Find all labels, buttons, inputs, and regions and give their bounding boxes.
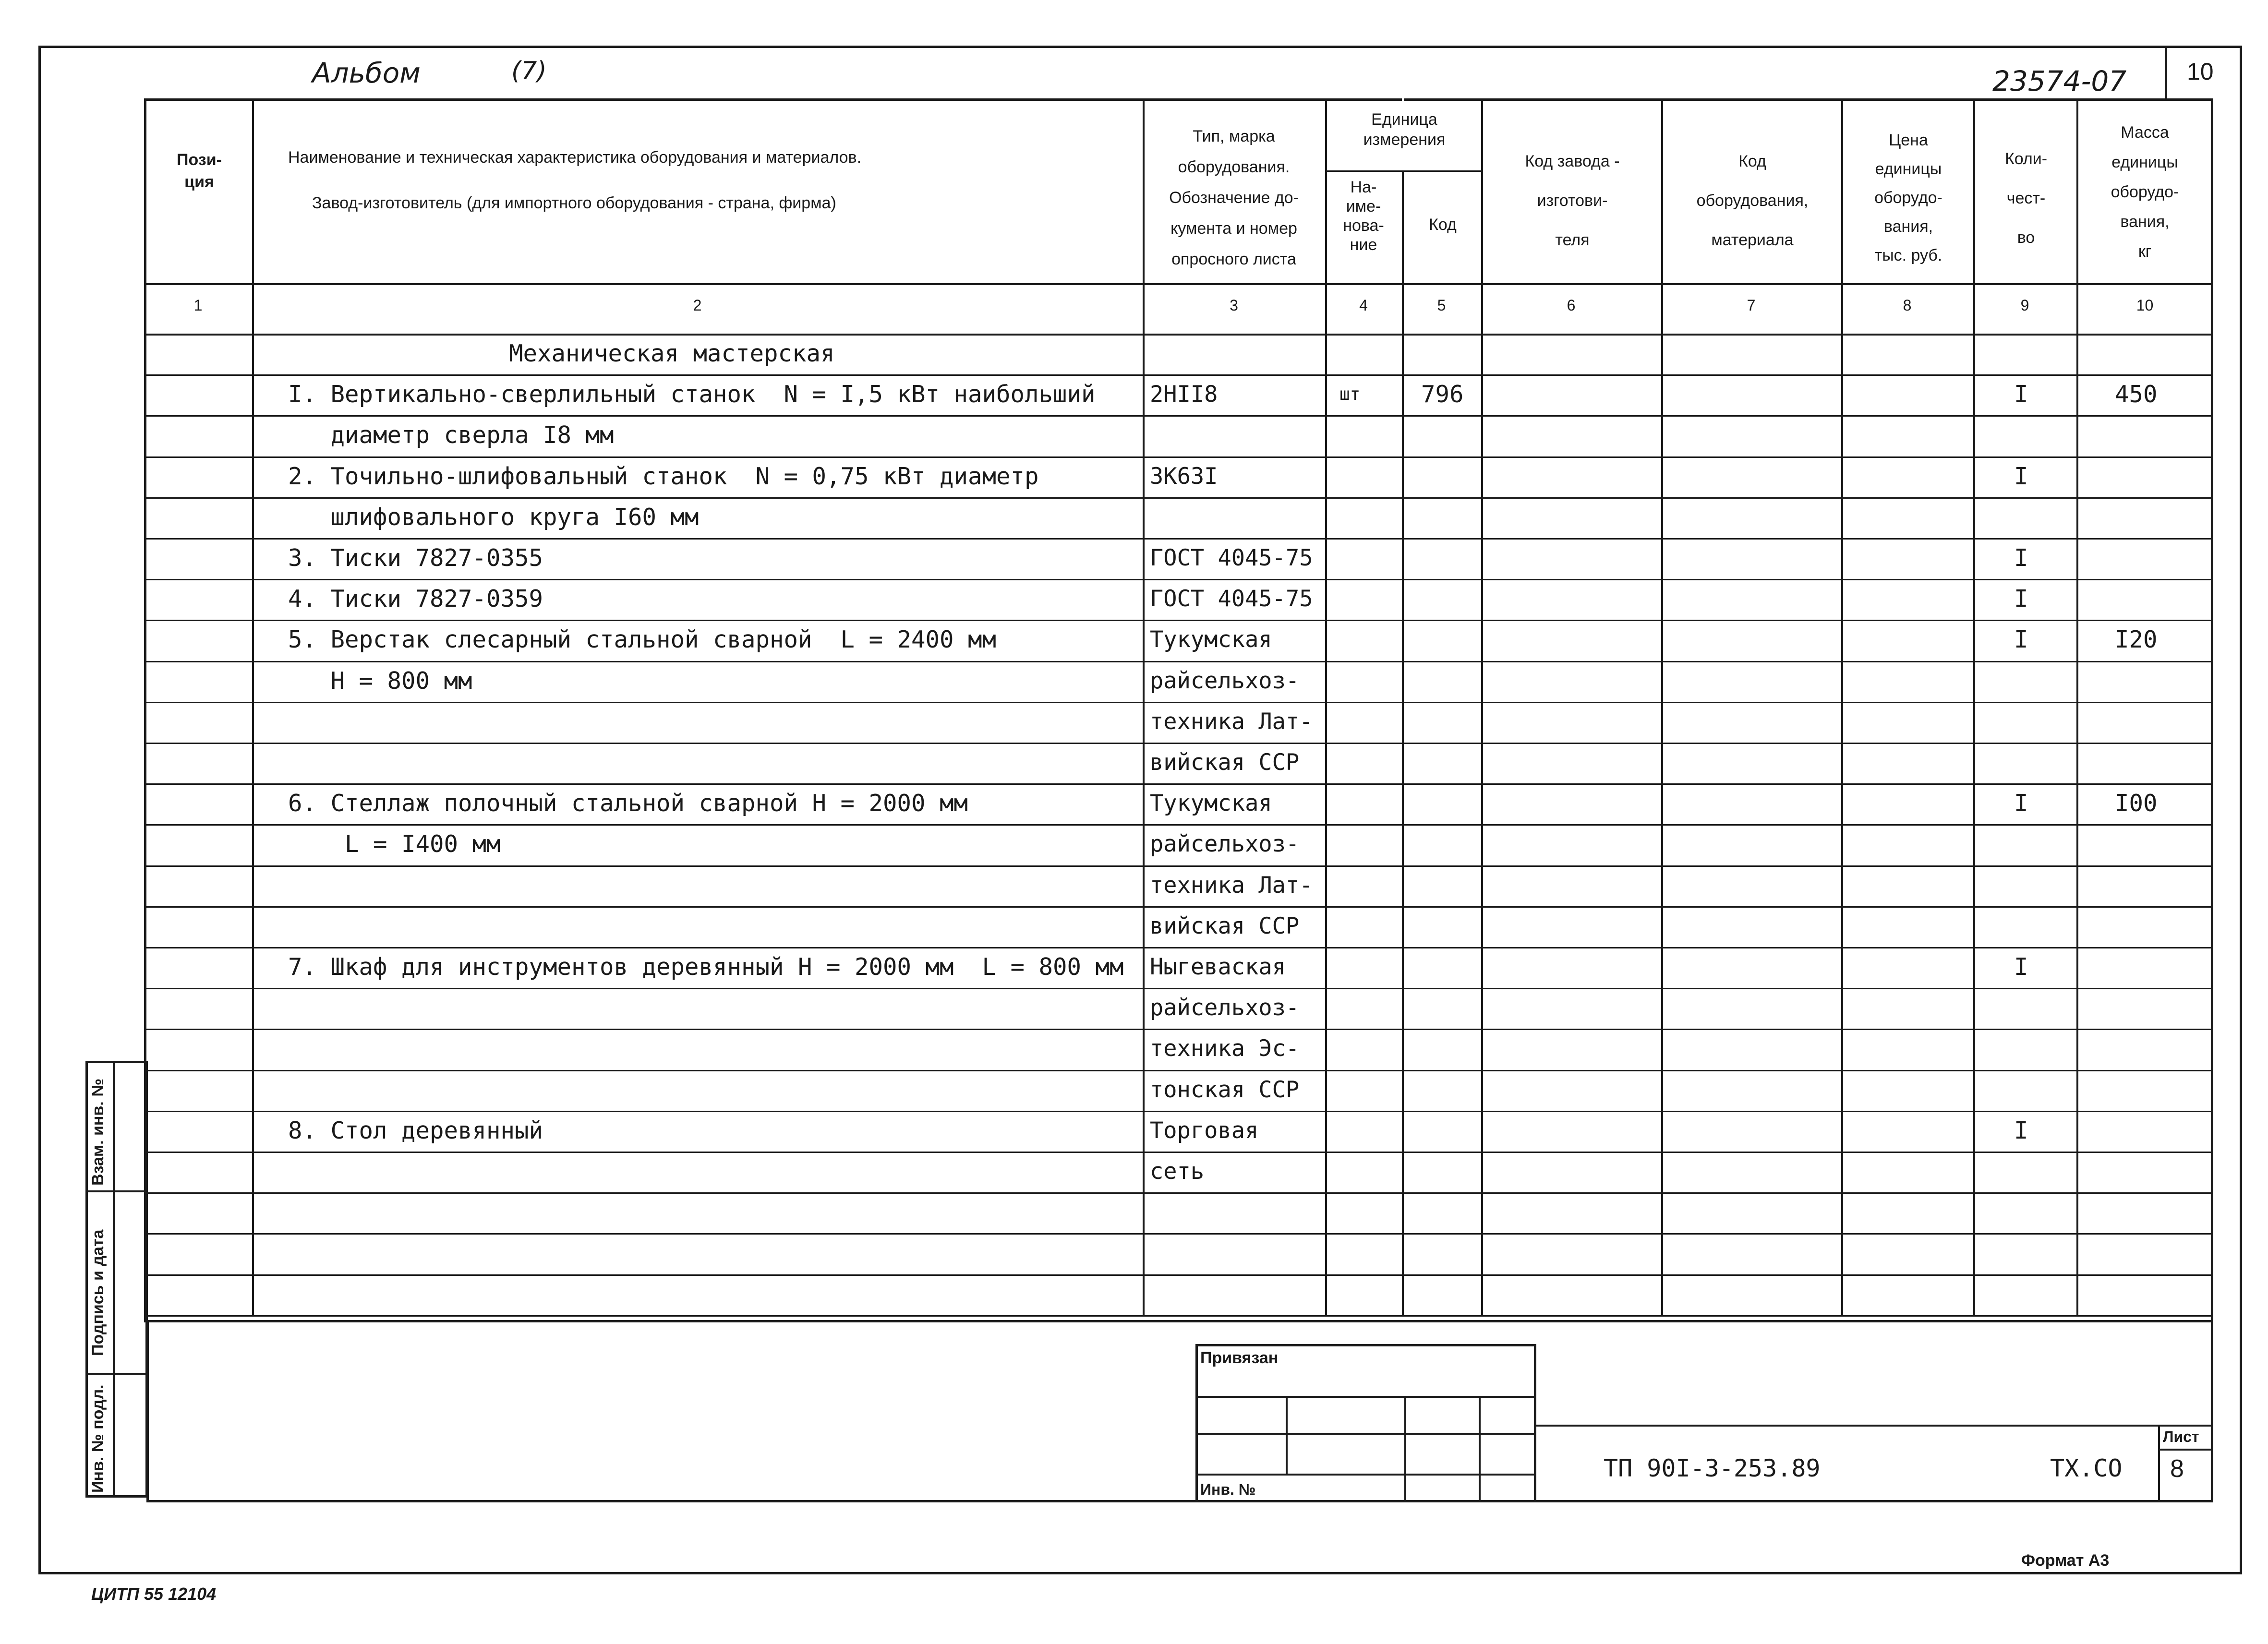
row-line	[144, 1192, 2213, 1194]
row-line	[144, 988, 2213, 989]
side-strip-inner-line	[113, 1061, 115, 1498]
row-type: Торговая	[1150, 1117, 1259, 1144]
header-equipment-code: Код оборудования, материала	[1696, 152, 1809, 249]
column-line-4	[1402, 98, 1404, 1315]
doc-cell-top	[1536, 1425, 2213, 1427]
row-line	[144, 947, 2213, 948]
header-price: Цена единицы оборудо- вания, тыс. руб.	[1874, 131, 1942, 264]
album-label: Альбом	[312, 57, 421, 89]
row-line	[144, 415, 2213, 417]
row-line	[144, 783, 2213, 785]
row-type: райсельхоз-	[1150, 995, 1300, 1021]
row-quantity: I	[2014, 1117, 2028, 1144]
row-line	[144, 1274, 2213, 1276]
header-bottom-line	[144, 283, 2213, 285]
sheet-label: Лист	[2163, 1428, 2199, 1445]
row-line	[144, 1070, 2213, 1071]
row-name: 8. Стол деревянный	[288, 1117, 543, 1144]
header-name-line1: Наименование и техническая характеристика оборудования и материалов.	[288, 148, 862, 167]
header-unit-name: На- име- нова- ние	[1343, 178, 1384, 254]
privyazan-label: Привязан	[1200, 1349, 1279, 1367]
document-mark: ТХ.СО	[2050, 1454, 2123, 1482]
column-number-8: 8	[1903, 297, 1912, 314]
row-line	[144, 1152, 2213, 1153]
row-type: тонская ССР	[1150, 1077, 1300, 1103]
row-type: техника Лат-	[1150, 872, 1313, 899]
inv-no-label: Инв. №	[1200, 1481, 1256, 1498]
citp-label: ЦИТП 55 12104	[91, 1584, 217, 1604]
row-line	[144, 702, 2213, 703]
header-unit-code: Код	[1429, 216, 1457, 234]
row-quantity: I	[2014, 585, 2028, 612]
side-label-podpis: Подпись и дата	[89, 1229, 107, 1356]
unit-subheader-line	[1325, 170, 1481, 172]
column-line-8	[1973, 98, 1975, 1315]
column-number-9: 9	[2020, 297, 2029, 314]
row-name: 4. Тиски 7827-0359	[288, 585, 543, 612]
header-factory-code: Код завода - изготови- теля	[1525, 152, 1620, 249]
column-line-1	[252, 98, 254, 1315]
row-type: 2НII8	[1150, 381, 1218, 408]
row-line	[144, 906, 2213, 908]
row-line	[144, 661, 2213, 662]
header-unit-group: Единица измерения	[1363, 110, 1446, 149]
row-line	[144, 374, 2213, 376]
row-line	[144, 456, 2213, 458]
row-type: ГОСТ 4045-75	[1150, 586, 1313, 612]
document-code: 23574-07	[1992, 65, 2127, 97]
side-strip-divider-1	[85, 1190, 148, 1192]
privyazan-col-2	[1404, 1396, 1406, 1502]
column-line-6	[1661, 98, 1663, 1315]
header-position: Пози- ция	[177, 151, 222, 191]
header-type: Тип, марка оборудования. Обозначение до- кумента и номер опросного листа	[1169, 127, 1299, 268]
row-unit-code: 796	[1421, 381, 1464, 408]
row-line	[144, 824, 2213, 826]
row-type: Тукумская	[1150, 626, 1272, 653]
row-name: 3. Тиски 7827-0355	[288, 544, 543, 572]
row-line	[144, 1315, 2213, 1317]
row-type: Тукумская	[1150, 790, 1272, 816]
column-number-7: 7	[1747, 297, 1756, 314]
row-type: техника Эс-	[1150, 1035, 1300, 1062]
row-type: райсельхоз-	[1150, 668, 1300, 694]
column-number-1: 1	[193, 297, 203, 314]
row-line	[144, 1029, 2213, 1030]
sheet-cell-left	[2158, 1425, 2160, 1502]
row-line	[144, 865, 2213, 867]
column-line-5	[1481, 98, 1483, 1315]
row-unit: шт	[1339, 384, 1361, 404]
row-line	[144, 497, 2213, 499]
header-name-line2: Завод-изготовитель (для импортного оборудования - страна, фирма)	[312, 194, 836, 212]
row-mass: I20	[2115, 626, 2158, 653]
side-label-vzam: Взам. инв. №	[89, 1078, 107, 1186]
privyazan-line-2	[1195, 1433, 1536, 1435]
row-quantity: I	[2014, 381, 2028, 408]
header-quantity: Коли- чест- во	[2004, 150, 2048, 247]
row-type: техника Лат-	[1150, 708, 1313, 735]
row-name: L = I400 мм	[288, 830, 501, 858]
row-quantity: I	[2014, 953, 2028, 981]
row-name: диаметр сверла I8 мм	[288, 421, 614, 449]
row-name: 7. Шкаф для инструментов деревянный Н = 2000 мм L = 800 мм	[288, 953, 1124, 981]
row-quantity: I	[2014, 463, 2028, 490]
row-type: райсельхоз-	[1150, 831, 1300, 857]
row-line	[144, 538, 2213, 540]
column-line-3	[1325, 98, 1327, 1315]
number-row-bottom-line	[144, 334, 2213, 336]
side-label-inv: Инв. № подл.	[89, 1384, 107, 1493]
row-quantity: I	[2014, 626, 2028, 653]
corner-divider	[2165, 48, 2167, 101]
format-label: Формат А3	[2021, 1551, 2110, 1570]
row-type: ГОСТ 4045-75	[1150, 545, 1313, 571]
row-name: 2. Точильно-шлифовальный станок N = 0,75 кВт диаметр	[288, 463, 1039, 490]
column-line-9	[2076, 98, 2078, 1315]
row-type: сеть	[1150, 1158, 1205, 1185]
row-line	[144, 620, 2213, 621]
row-type: Ныгеваская	[1150, 954, 1286, 980]
privyazan-col-1	[1286, 1396, 1288, 1474]
page-corner-number: 10	[2187, 58, 2214, 85]
row-mass: 450	[2115, 381, 2158, 408]
privyazan-block	[1195, 1344, 1536, 1502]
row-quantity: I	[2014, 790, 2028, 817]
row-quantity: I	[2014, 544, 2028, 572]
row-line	[144, 579, 2213, 580]
privyazan-line-3	[1195, 1474, 1536, 1476]
sheet-number: 8	[2170, 1455, 2184, 1483]
row-type: вийская ССР	[1150, 913, 1300, 939]
row-name: Механическая мастерская	[509, 340, 835, 367]
column-line-7	[1841, 98, 1843, 1315]
row-line	[144, 743, 2213, 744]
column-number-2: 2	[693, 297, 702, 314]
row-line	[144, 1233, 2213, 1235]
row-type: 3К63I	[1150, 463, 1218, 490]
privyazan-col-3	[1479, 1396, 1481, 1502]
row-name: I. Вертикально-сверлильный станок N = I,5 кВт наибольший	[288, 381, 1096, 408]
row-type: вийская ССР	[1150, 749, 1300, 776]
row-name: 6. Стеллаж полочный стальной сварной Н = 2000 мм	[288, 790, 968, 817]
privyazan-line-1	[1195, 1396, 1536, 1398]
column-line-2	[1143, 98, 1145, 1315]
sheet-cell-divider	[2158, 1449, 2213, 1451]
row-name: шлифовального круга I60 мм	[288, 504, 699, 531]
row-name: Н = 800 мм	[288, 667, 472, 695]
column-number-3: 3	[1230, 297, 1238, 314]
column-number-5: 5	[1437, 297, 1446, 314]
row-mass: I00	[2115, 790, 2158, 817]
column-number-4: 4	[1359, 297, 1368, 314]
album-number: (7)	[511, 57, 547, 85]
row-name: 5. Верстак слесарный стальной сварной L = 2400 мм	[288, 626, 997, 653]
title-block-frame	[146, 1320, 2213, 1502]
row-line	[144, 1111, 2213, 1112]
column-number-6: 6	[1567, 297, 1576, 314]
document-designation: ТП 90I-3-253.89	[1604, 1454, 1821, 1482]
side-strip-divider-2	[85, 1373, 148, 1375]
column-number-10: 10	[2136, 297, 2154, 314]
header-mass: Масса единицы оборудо- вания, кг	[2111, 123, 2179, 261]
